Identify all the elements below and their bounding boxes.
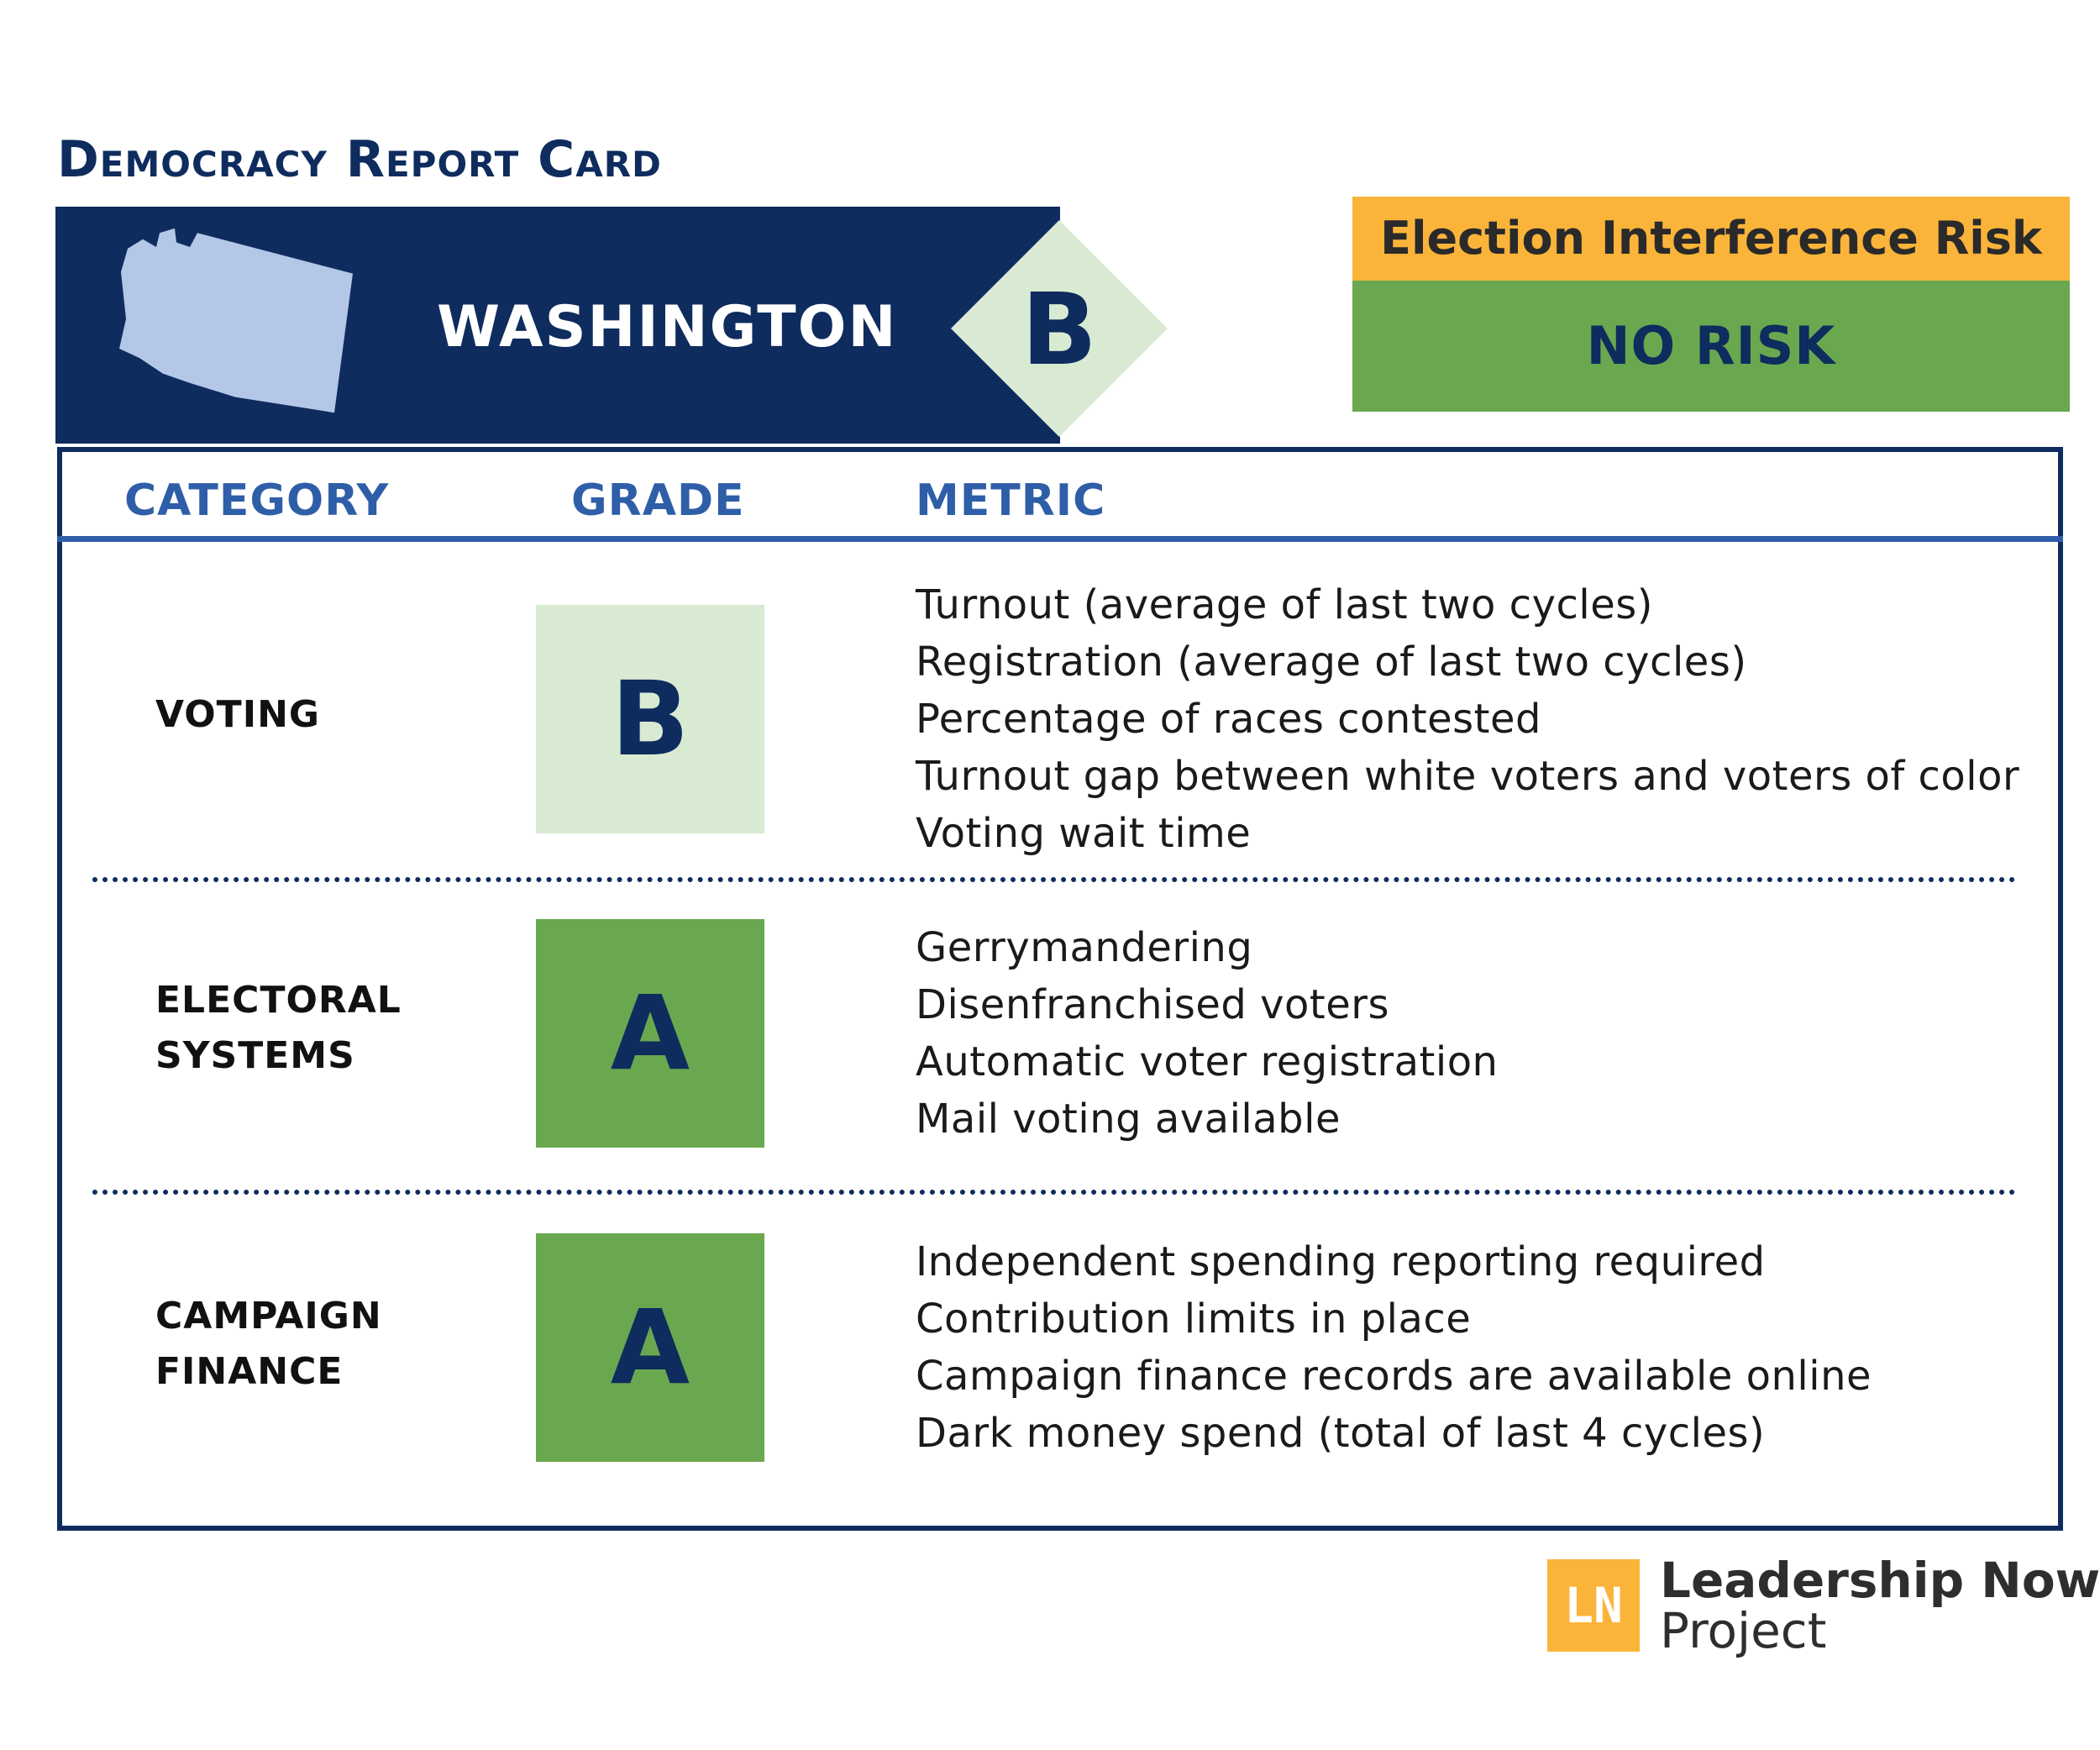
grade-box-electoral-systems: A [536,919,764,1148]
category-label-line: FINANCE [155,1350,344,1393]
grade-box-campaign-finance: A [536,1233,764,1462]
risk-label: Election Interference Risk [1352,197,2070,281]
category-voting [155,687,320,743]
metric-item: Percentage of races contested [916,696,1541,743]
row-divider [92,877,2016,882]
metric-item: Automatic voter registration [916,1038,1499,1085]
page-title: Democracy Report Card [57,130,662,189]
metric-item: Turnout gap between white voters and voters of color [916,753,2020,800]
metric-item: Dark money spend (total of last 4 cycles) [916,1410,1766,1457]
metric-item: Contribution limits in place [916,1295,1472,1343]
column-header-metric: METRIC [916,476,1106,526]
row-divider [92,1190,2016,1195]
logo-text-line2: Project [1660,1602,1827,1659]
category-label-line: CAMPAIGN [155,1295,382,1337]
metric-item: Campaign finance records are available online [916,1353,1872,1400]
category-label-line: ELECTORAL [155,979,402,1022]
state-name: WASHINGTON [437,294,898,360]
column-header-category: CATEGORY [124,476,390,526]
category-electoral-systems [155,973,402,1084]
metrics-voting [916,576,2019,862]
category-label-line: VOTING [155,693,321,736]
overall-grade: B [1021,271,1097,387]
washington-state-map-icon [109,225,361,418]
metric-item: Voting wait time [916,810,1252,857]
category-label-line: SYSTEMS [155,1034,355,1077]
column-header-grade: GRADE [571,476,745,526]
metric-item: Disenfranchised voters [916,981,1390,1028]
metric-item: Registration (average of last two cycles) [916,639,1747,686]
metric-item: Mail voting available [916,1096,1341,1143]
metric-item: Independent spending reporting required [916,1238,1766,1285]
metric-item: Gerrymandering [916,924,1253,971]
metrics-electoral-systems [916,919,1498,1148]
metric-item: Turnout (average of last two cycles) [916,581,1653,628]
logo-text-line1: Leadership Now [1660,1552,2100,1609]
metrics-campaign-finance [916,1233,1872,1462]
logo-mark-text: LN [1564,1577,1623,1634]
category-campaign-finance [155,1289,382,1400]
grade-box-voting: B [536,605,764,833]
risk-value: NO RISK [1352,281,2070,412]
leadership-now-logo-icon [1547,1559,1640,1652]
header-divider [57,536,2063,542]
